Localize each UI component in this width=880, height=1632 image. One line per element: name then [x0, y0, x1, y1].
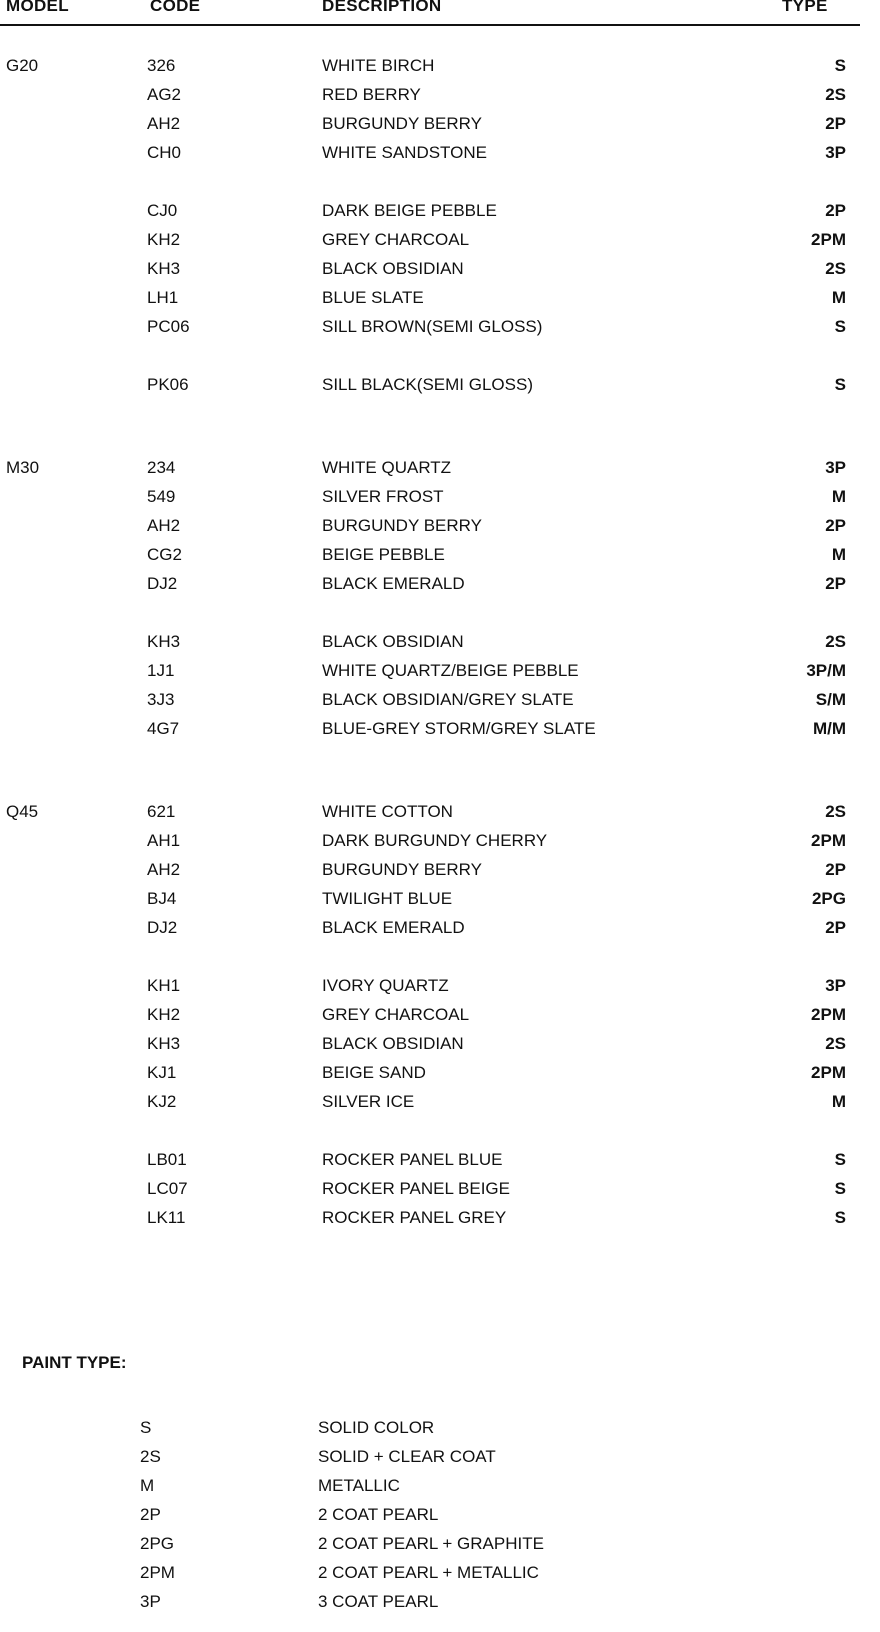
row-model: Q45 [6, 802, 39, 821]
row-code: KJ2 [147, 1092, 177, 1111]
legend-title: PAINT TYPE: [22, 1353, 127, 1372]
row-code: KJ1 [147, 1063, 177, 1082]
row-description: BURGUNDY BERRY [322, 516, 482, 535]
legend-description: 2 COAT PEARL + GRAPHITE [318, 1534, 544, 1553]
row-description: IVORY QUARTZ [322, 976, 449, 995]
row-type: M/M [812, 719, 846, 738]
row-code: KH2 [147, 230, 181, 249]
legend-code: S [140, 1418, 152, 1437]
row-code: KH1 [147, 976, 181, 995]
row-code: KH3 [147, 259, 181, 278]
header-description: DESCRIPTION [322, 0, 442, 15]
row-code: KH3 [147, 632, 181, 651]
row-description: BEIGE SAND [322, 1063, 426, 1082]
legend-description: SOLID COLOR [318, 1418, 435, 1437]
row-type: 2PM [811, 831, 846, 850]
row-description: BLACK OBSIDIAN [322, 632, 464, 651]
row-description: ROCKER PANEL BLUE [322, 1150, 503, 1169]
row-code: 621 [147, 802, 176, 821]
row-description: GREY CHARCOAL [322, 230, 470, 249]
legend-description: METALLIC [318, 1476, 400, 1495]
row-description: WHITE SANDSTONE [322, 143, 487, 162]
row-description: BLACK OBSIDIAN [322, 1034, 464, 1053]
row-code: 4G7 [147, 719, 180, 738]
row-type: 2P [825, 918, 846, 937]
row-code: AG2 [147, 85, 182, 104]
row-code: KH2 [147, 1005, 181, 1024]
row-description: BLACK OBSIDIAN [322, 259, 464, 278]
row-type: 3P/M [806, 661, 846, 680]
legend-code: 2PM [140, 1563, 175, 1582]
row-type: 2PG [811, 889, 846, 908]
row-type: 2S [825, 632, 846, 651]
row-type: S [834, 1179, 846, 1198]
row-code: AH1 [147, 831, 181, 850]
row-type: M [831, 288, 846, 307]
row-code: DJ2 [147, 574, 178, 593]
row-description: SILVER ICE [322, 1092, 415, 1111]
row-code: BJ4 [147, 889, 177, 908]
row-code: 234 [147, 458, 176, 477]
row-type: 2P [825, 574, 846, 593]
legend-description: 2 COAT PEARL + METALLIC [318, 1563, 539, 1582]
row-type: M [831, 545, 846, 564]
header-model: MODEL [6, 0, 69, 15]
row-description: WHITE QUARTZ [322, 458, 452, 477]
row-model: M30 [6, 458, 40, 477]
legend-description: SOLID + CLEAR COAT [318, 1447, 496, 1466]
row-type: S [834, 1208, 846, 1227]
row-type: 2PM [811, 1063, 846, 1082]
row-code: LC07 [147, 1179, 188, 1198]
row-type: 2P [825, 114, 846, 133]
row-type: M [831, 487, 846, 506]
row-code: PC06 [147, 317, 190, 336]
row-type: 2P [825, 516, 846, 535]
row-description: ROCKER PANEL GREY [322, 1208, 507, 1227]
header-divider [0, 24, 860, 26]
row-description: SILL BLACK(SEMI GLOSS) [322, 375, 533, 394]
row-description: ROCKER PANEL BEIGE [322, 1179, 510, 1198]
legend-code: 3P [140, 1592, 161, 1611]
row-description: BEIGE PEBBLE [322, 545, 445, 564]
row-description: GREY CHARCOAL [322, 1005, 470, 1024]
header-type: TYPE [782, 0, 828, 15]
row-type: 3P [825, 458, 846, 477]
row-type: 3P [825, 976, 846, 995]
row-description: BLACK EMERALD [322, 918, 465, 937]
row-code: 1J1 [147, 661, 175, 680]
row-description: BURGUNDY BERRY [322, 860, 482, 879]
row-code: 326 [147, 56, 176, 75]
row-code: AH2 [147, 114, 181, 133]
legend-code: M [140, 1476, 155, 1495]
row-description: WHITE COTTON [322, 802, 453, 821]
row-description: DARK BEIGE PEBBLE [322, 201, 497, 220]
row-description: BLUE-GREY STORM/GREY SLATE [322, 719, 596, 738]
row-code: LH1 [147, 288, 179, 307]
row-code: PK06 [147, 375, 189, 394]
legend-code: 2S [140, 1447, 161, 1466]
row-code: DJ2 [147, 918, 178, 937]
row-description: TWILIGHT BLUE [322, 889, 453, 908]
row-description: BLACK OBSIDIAN/GREY SLATE [322, 690, 574, 709]
row-description: WHITE QUARTZ/BEIGE PEBBLE [322, 661, 579, 680]
row-code: CH0 [147, 143, 182, 162]
row-type: S [834, 375, 846, 394]
legend-description: 3 COAT PEARL [318, 1592, 439, 1611]
legend-description: 2 COAT PEARL [318, 1505, 439, 1524]
row-description: SILVER FROST [322, 487, 444, 506]
row-type: 2S [825, 259, 846, 278]
row-type: 2S [825, 85, 846, 104]
row-model: G20 [6, 56, 39, 75]
row-type: S [834, 1150, 846, 1169]
row-code: KH3 [147, 1034, 181, 1053]
row-type: 2S [825, 802, 846, 821]
row-code: CG2 [147, 545, 182, 564]
row-description: BLACK EMERALD [322, 574, 465, 593]
row-description: WHITE BIRCH [322, 56, 435, 75]
row-code: LK11 [147, 1208, 186, 1227]
row-code: 3J3 [147, 690, 175, 709]
legend-code: 2PG [140, 1534, 175, 1553]
row-code: CJ0 [147, 201, 178, 220]
row-code: 549 [147, 487, 176, 506]
row-description: SILL BROWN(SEMI GLOSS) [322, 317, 543, 336]
row-description: DARK BURGUNDY CHERRY [322, 831, 548, 850]
row-code: AH2 [147, 860, 181, 879]
row-type: 2PM [811, 1005, 846, 1024]
header-code: CODE [150, 0, 201, 15]
row-code: AH2 [147, 516, 181, 535]
row-type: 2PM [811, 230, 846, 249]
row-type: 3P [825, 143, 846, 162]
row-description: BURGUNDY BERRY [322, 114, 482, 133]
row-type: 2P [825, 201, 846, 220]
row-description: BLUE SLATE [322, 288, 424, 307]
row-type: S/M [815, 690, 846, 709]
legend-code: 2P [140, 1505, 161, 1524]
row-type: M [831, 1092, 846, 1111]
row-type: 2P [825, 860, 846, 879]
row-code: LB01 [147, 1150, 187, 1169]
row-type: S [834, 56, 846, 75]
row-type: S [834, 317, 846, 336]
row-type: 2S [825, 1034, 846, 1053]
row-description: RED BERRY [322, 85, 421, 104]
